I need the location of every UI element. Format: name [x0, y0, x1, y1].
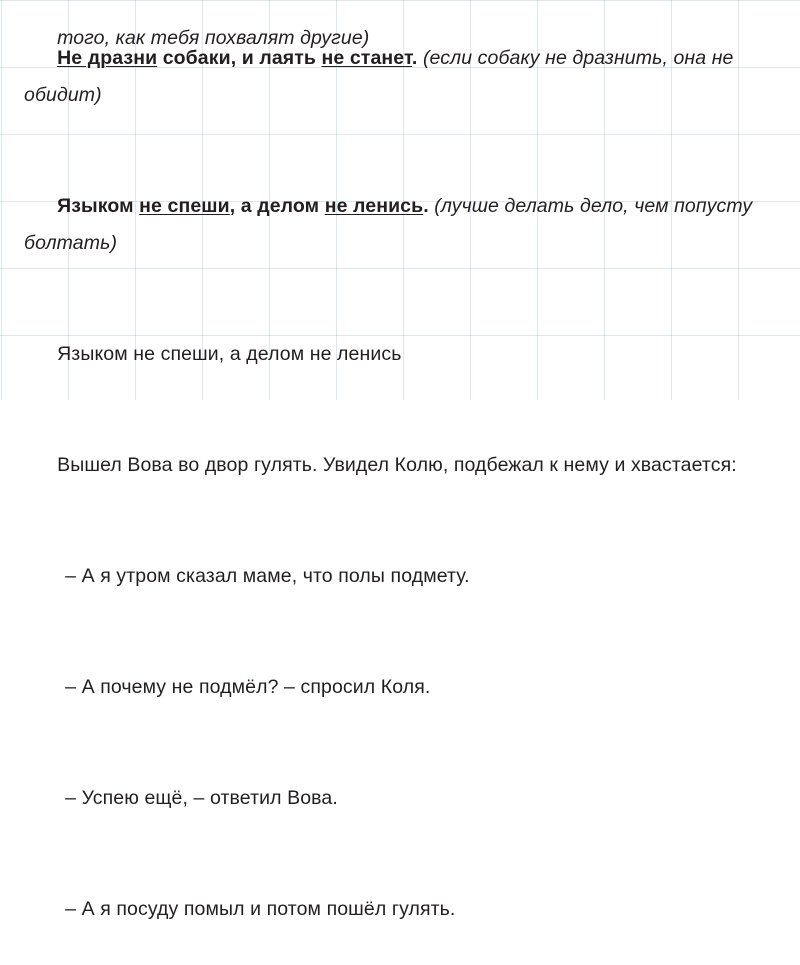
text-run: (если собаку не дразнить, она не обидит): [24, 47, 740, 106]
text-line-dialogue-1: [24, 521, 764, 632]
text-run: – А я утром сказал маме, что полы подмету.: [65, 565, 470, 587]
text-run: (лучше делать дело, чем попусту болтать): [24, 195, 758, 254]
text-line-proverb-2: [24, 151, 764, 299]
text-run: , а делом: [229, 195, 325, 217]
text-line-story-intro: [24, 410, 764, 521]
text-line-dialogue-4: [24, 854, 764, 965]
text-run: – А почему не подмёл? – спросил Коля.: [65, 676, 431, 698]
text-run: – А я посуду помыл и потом пошёл гулять.: [65, 898, 456, 920]
text-line-repeat: [24, 299, 764, 410]
text-run: .: [411, 47, 423, 69]
text-run: не спеши: [139, 195, 230, 217]
text-content: [24, 0, 764, 965]
text-run: .: [423, 195, 435, 217]
text-line-dialogue-2: [24, 632, 764, 743]
text-run: не станет: [321, 47, 412, 69]
text-run: не ленись: [324, 195, 424, 217]
text-line-dialogue-3: [24, 743, 764, 854]
text-run: Не дразни: [57, 47, 158, 69]
text-run: Вышел Вова во двор гулять. Увидел Колю, подбежал к нему и хвастается:: [57, 454, 737, 476]
text-run: Языком не спеши, а делом не ленись: [57, 343, 402, 365]
text-run: собаки, и лаять: [157, 47, 322, 69]
text-run: Языком: [57, 195, 140, 217]
text-run: того, как тебя похвалят другие): [57, 27, 370, 49]
text-run: – Успею ещё, – ответил Вова.: [65, 787, 338, 809]
